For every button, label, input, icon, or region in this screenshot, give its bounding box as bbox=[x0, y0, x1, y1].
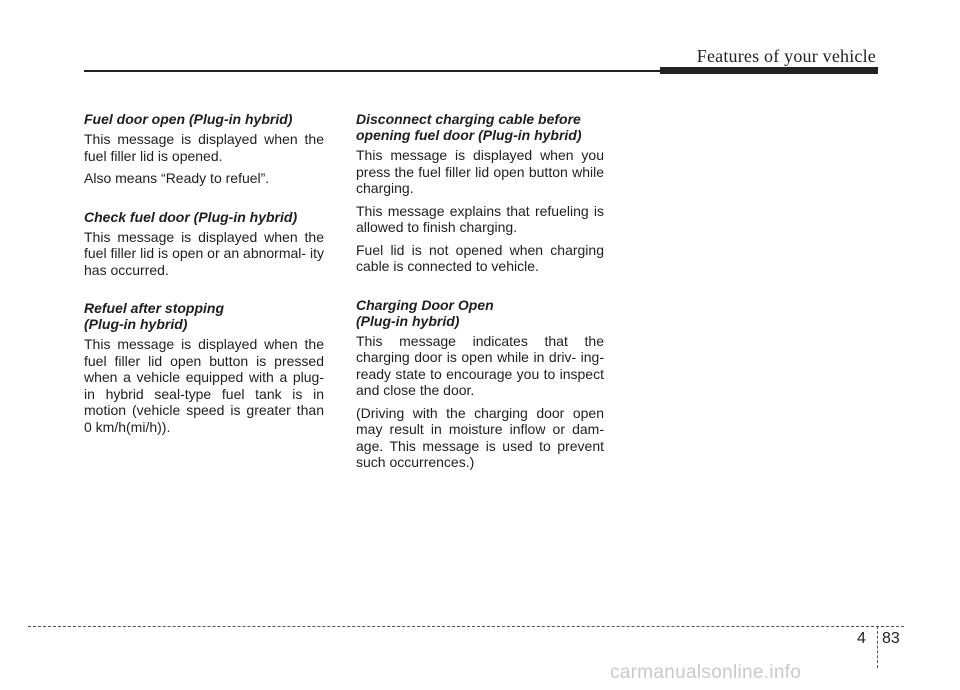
paragraph: Fuel lid is not opened when charging cable is connected to vehicle. bbox=[356, 241, 604, 274]
section-check-fuel-door bbox=[84, 209, 324, 279]
section-title-line: Check fuel door (Plug-in hybrid) bbox=[84, 208, 298, 225]
section-title-line: (Plug-in hybrid) bbox=[84, 316, 188, 332]
paragraph: (Driving with the charging door open may result in moisture inflow or dam- age. This message is used to prevent such occurrences.) bbox=[356, 404, 604, 470]
section-title-line: Refuel after stopping bbox=[84, 300, 225, 316]
paragraph: This message explains that refueling is allowed to finish charging. bbox=[356, 202, 604, 235]
section-title bbox=[356, 297, 604, 329]
section-title bbox=[84, 111, 324, 127]
footer-dashed-rule bbox=[28, 626, 904, 627]
left-column bbox=[84, 111, 324, 441]
header-rule-thin bbox=[84, 70, 662, 72]
paragraph: Also means “Ready to refuel”. bbox=[84, 170, 270, 186]
section-title bbox=[356, 111, 604, 143]
section-title-line: Charging Door Open bbox=[356, 296, 494, 313]
paragraph: This message is displayed when the fuel filler lid is open or an abnormal- ity has occurred. bbox=[84, 228, 324, 278]
footer-dashed-divider bbox=[877, 626, 878, 668]
section-title-line: Fuel door open (Plug-in hybrid) bbox=[84, 111, 293, 127]
right-column bbox=[356, 111, 604, 477]
paragraph: This message indicates that the charging door is open while in driv- ing-ready state to encourage you to inspect and close the door. bbox=[356, 332, 604, 398]
section-fuel-door-open bbox=[84, 111, 324, 187]
section-title-line: Disconnect charging cable before bbox=[356, 111, 581, 127]
section-title bbox=[84, 300, 324, 332]
section-title-line: (Plug-in hybrid) bbox=[356, 312, 460, 329]
chapter-number: 4 bbox=[857, 630, 866, 647]
section-title-line: opening fuel door (Plug-in hybrid) bbox=[356, 127, 582, 143]
page-number: 83 bbox=[882, 630, 900, 647]
header-title: Features of your vehicle bbox=[696, 46, 876, 66]
section-refuel-after-stopping bbox=[84, 300, 324, 435]
watermark-text: carmanualsonline.info bbox=[610, 662, 802, 683]
header-rule-thick bbox=[660, 67, 878, 74]
section-title bbox=[84, 209, 324, 225]
section-disconnect-charging-cable bbox=[356, 111, 604, 275]
paragraph: This message is displayed when the fuel filler lid open button is pressed when a vehicle equipped with a plug- in hybrid seal-type fuel tank is in motion (vehicle speed is greater than 0 km/h(mi/h)). bbox=[84, 336, 324, 435]
paragraph: This message is displayed when you press the fuel filler lid open button while charging. bbox=[356, 147, 604, 196]
section-charging-door-open bbox=[356, 297, 604, 471]
paragraph: This message is displayed when the fuel filler lid is opened. bbox=[84, 131, 324, 164]
